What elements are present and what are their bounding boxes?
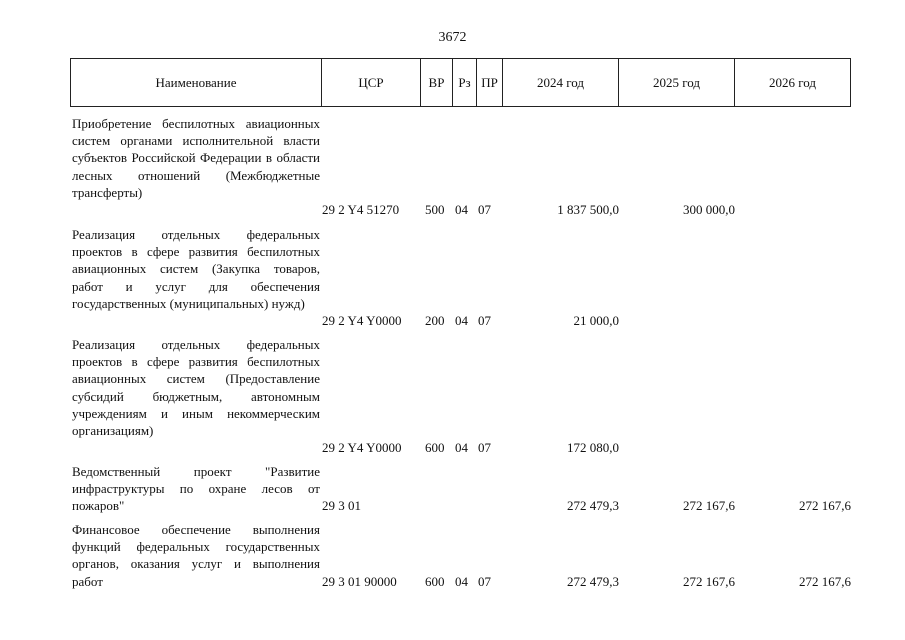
- table-header: [70, 58, 851, 107]
- row-vr: 500: [425, 202, 445, 217]
- header-pr: ПР: [477, 59, 503, 106]
- row-vr: 200: [425, 313, 445, 328]
- row-vr: 600: [425, 574, 445, 589]
- row-2024: 21 000,0: [573, 313, 619, 328]
- row-rz: 04: [455, 440, 468, 455]
- header-csr: ЦСР: [322, 59, 421, 106]
- row-2024: 272 479,3: [567, 498, 619, 513]
- row-pr: 07: [478, 440, 491, 455]
- header-rz: Рз: [453, 59, 477, 106]
- row-2024: 172 080,0: [567, 440, 619, 455]
- page-number: 3672: [438, 30, 467, 45]
- row-csr: 29 2 Y4 Y0000: [322, 440, 402, 455]
- row-pr: 07: [478, 313, 491, 328]
- row-name: Реализация отдельных федеральных проектов в сфере развития беспилотных авиационных систем (Предоставление субсидий бюджетным, автономным учреждениям и иным некоммерческим организациям): [72, 337, 320, 439]
- row-rz: 04: [455, 313, 468, 328]
- header-2026: 2026 год: [769, 74, 816, 90]
- row-vr: 600: [425, 440, 445, 455]
- row-2024: 272 479,3: [567, 574, 619, 589]
- header-2024: 2024 год: [503, 59, 619, 106]
- row-name: Приобретение беспилотных авиационных систем органами исполнительной власти субъектов Российской Федерации в области лесных отношений (Межбюджетные трансферты): [72, 116, 320, 200]
- row-csr: 29 2 Y4 51270: [322, 202, 400, 217]
- header-2025: 2025 год: [619, 59, 735, 106]
- row-name: Финансовое обеспечение выполнения функций федеральных государственных органов, оказания услуг и выполнения работ: [72, 522, 320, 589]
- row-csr: 29 3 01 90000: [322, 574, 397, 589]
- row-name: Ведомственный проект "Развитие инфраструктуры по охране лесов от пожаров": [72, 464, 320, 514]
- row-rz: 04: [455, 202, 468, 217]
- row-2025: 300 000,0: [683, 202, 735, 217]
- row-pr: 07: [478, 202, 491, 217]
- header-name: Наименование: [71, 59, 322, 106]
- row-name: Реализация отдельных федеральных проектов в сфере развития беспилотных авиационных систем (Закупка товаров, работ и услуг для обеспечения государственных (муниципальных) нужд): [72, 227, 320, 311]
- row-pr: 07: [478, 574, 491, 589]
- row-2025: 272 167,6: [683, 574, 735, 589]
- row-2025: 272 167,6: [683, 498, 735, 513]
- row-2026: 272 167,6: [799, 574, 851, 589]
- row-2026: 272 167,6: [799, 498, 851, 513]
- row-2024: 1 837 500,0: [557, 202, 619, 217]
- row-csr: 29 3 01: [322, 498, 361, 513]
- header-vr: ВР: [421, 59, 453, 106]
- row-csr: 29 2 Y4 Y0000: [322, 313, 402, 328]
- row-rz: 04: [455, 574, 468, 589]
